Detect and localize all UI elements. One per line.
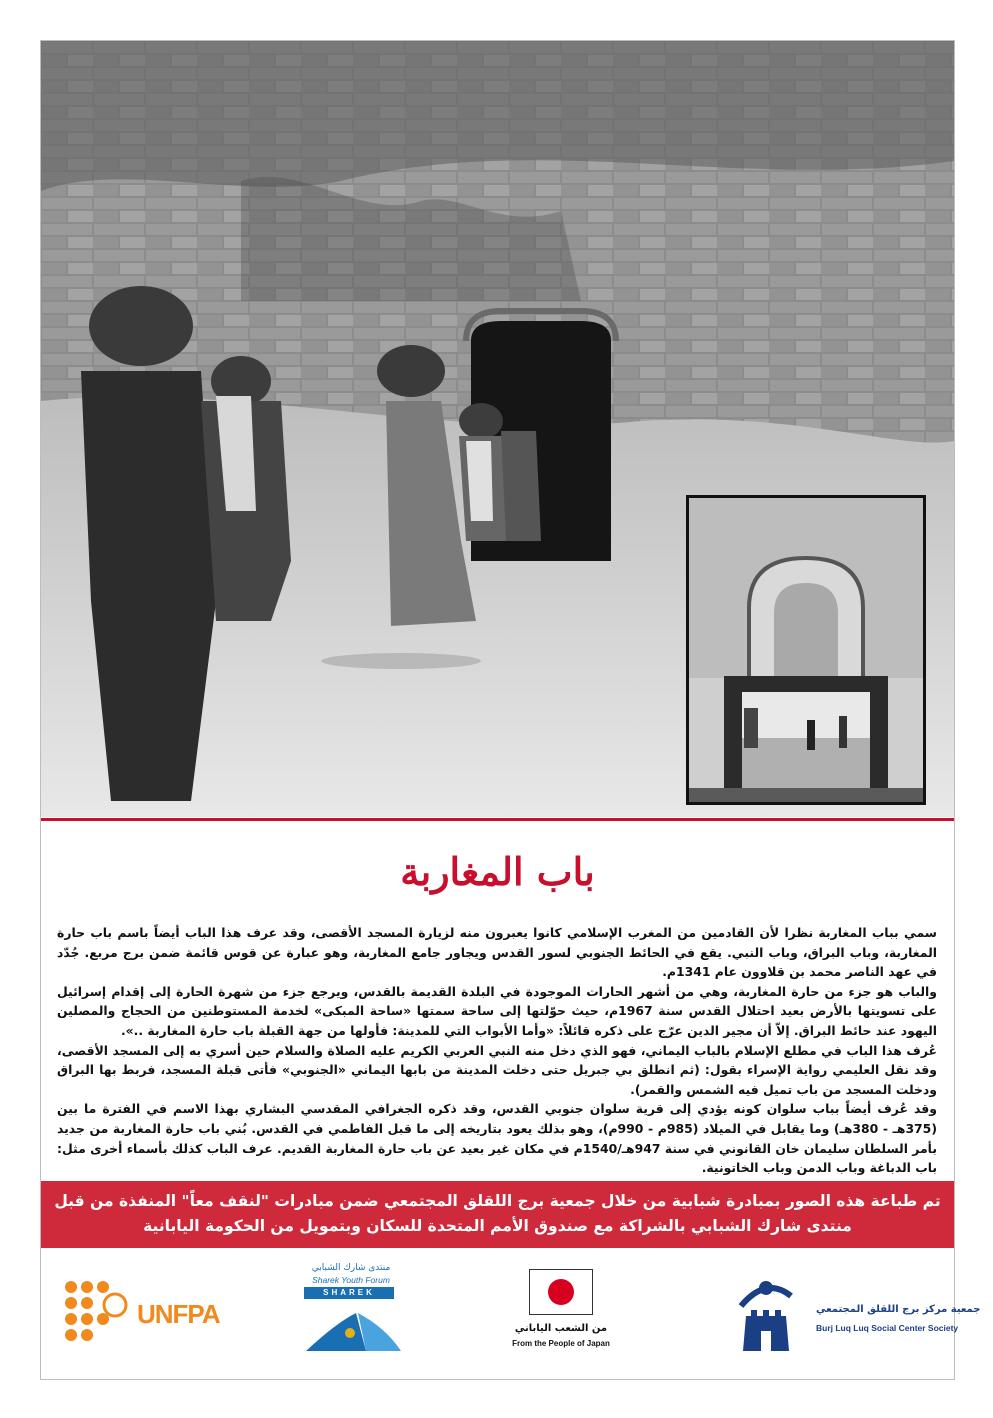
japan-arabic: من الشعب الياباني [514, 1323, 608, 1334]
inset-photo-gate [686, 495, 926, 805]
sharek-arabic: منتدى شارك الشبابي [311, 1263, 391, 1273]
japan-aid-logo [511, 1261, 616, 1366]
sharek-english: Sharek Youth Forum [312, 1275, 390, 1285]
historic-photo-gate [41, 41, 954, 817]
poster [40, 40, 981, 1380]
banner-line: تم طباعة هذه الصور بمبادرة شبابية من خلال جمعية برج اللقلق المجتمعي ضمن مبادرات "لنقف معاً" المنفذة من قبل [54, 1192, 941, 1210]
sharek-wordmark: SHAREK [304, 1287, 394, 1299]
unfpa-logo [63, 1261, 253, 1366]
unfpa-dots-icon [63, 1279, 133, 1349]
sponsor-banner [41, 1181, 954, 1248]
burj-english: Burj Luq Luq Social Center Society [816, 1323, 959, 1333]
paragraph: وقد عُرف أيضاً بباب سلوان كونه يؤدي إلى قرية سلوان جنوبي القدس، وقد ذكره الجغرافي المقدسي البشاري بهذا الاسم في الفترة ما بين (375هـ - 380هـ) وما يقابل في الميلاد (985م - 990م)، وهو بذلك يعود بتاريخه إلى ما قبل الفاطمي في القدس. بُني باب حارة المغاربة من جديد بأمر السلطان سليمان خان القانوني في سنة 947هـ/1540م في مكان غير بعيد عن باب حارة المغاربة القديم. عرف الباب كذلك بأسماء أخرى مثل: باب الدباغة وباب الدمن وباب الخاتونية. [57, 1101, 937, 1176]
burj-luqluq-logo [721, 1261, 981, 1366]
divider-line [41, 818, 954, 821]
inset-illustration [689, 498, 923, 802]
paragraph: سمي بباب المغاربة نظرا لأن القادمين من المغرب الإسلامي كانوا يعبرون منه لزيارة المسجد الأقصى، وقد عرف هذا الباب أيضاً باسم باب حارة المغاربة، وباب البراق، وباب النبي. يقع في الحائط الجنوبي لسور القدس ويجاور جامع المغاربة، وهو عبارة عن قوس قائمة ضمن برج مربع. جُدّد في عهد الناصر محمد بن قلاوون عام 1341م. [57, 925, 937, 980]
sharek-logo [296, 1261, 416, 1366]
paragraph: والباب هو جزء من حارة المغاربة، وهي من أشهر الحارات الموجودة في البلدة القديمة بالقدس، ويرجع جزء من شهرة الحارة إلى إقدام إسرائيل على تسويتها بالأرض بعيد احتلال القدس سنة 1967م، حيث حوّلتها إلى ساحة سمتها «ساحة المبكى» لخدمة المستوطنين من الحجاج والمصلين اليهود عند حائط البراق. إلاّ أن مجير الدين عرّج على ذكره قائلاً: «وأما الأبواب التي للمدينة: فأولها من جهة القبلة باب حارة المغاربة ..». [57, 983, 937, 1038]
unfpa-wordmark: UNFPA [137, 1299, 220, 1329]
logo-strip [41, 1261, 981, 1371]
japan-flag-icon [529, 1269, 593, 1315]
paragraph: عُرف هذا الباب في مطلع الإسلام بالباب اليماني، فهو الذي دخل منه النبي العربي الكريم عليه الصلاة والسلام حين أسري به إلى المسجد الأقصى، وقد نقل العليمي رواية الإسراء بقول: (ثم انطلق بي جبريل حتى دخلت المدينة من بابها اليماني «الجنوبي» فأتى قبلة المسجد، فربط بها البراق ودخلت المسجد من باب تميل فيه الشمس والقمر). [57, 1042, 937, 1097]
sharek-mark-icon [296, 1303, 406, 1353]
burj-arabic: جمعية مركز برج اللقلق المجتمعي [816, 1304, 981, 1315]
description-text [57, 923, 937, 1178]
banner-line: منتدى شارك الشبابي بالشراكة مع صندوق الأمم المتحدة للسكان وبتمويل من الحكومة اليابانية [143, 1217, 852, 1235]
japan-english: From the People of Japan [512, 1339, 610, 1348]
poster-title: باب المغاربة [400, 849, 595, 894]
stork-tower-icon [721, 1266, 811, 1356]
